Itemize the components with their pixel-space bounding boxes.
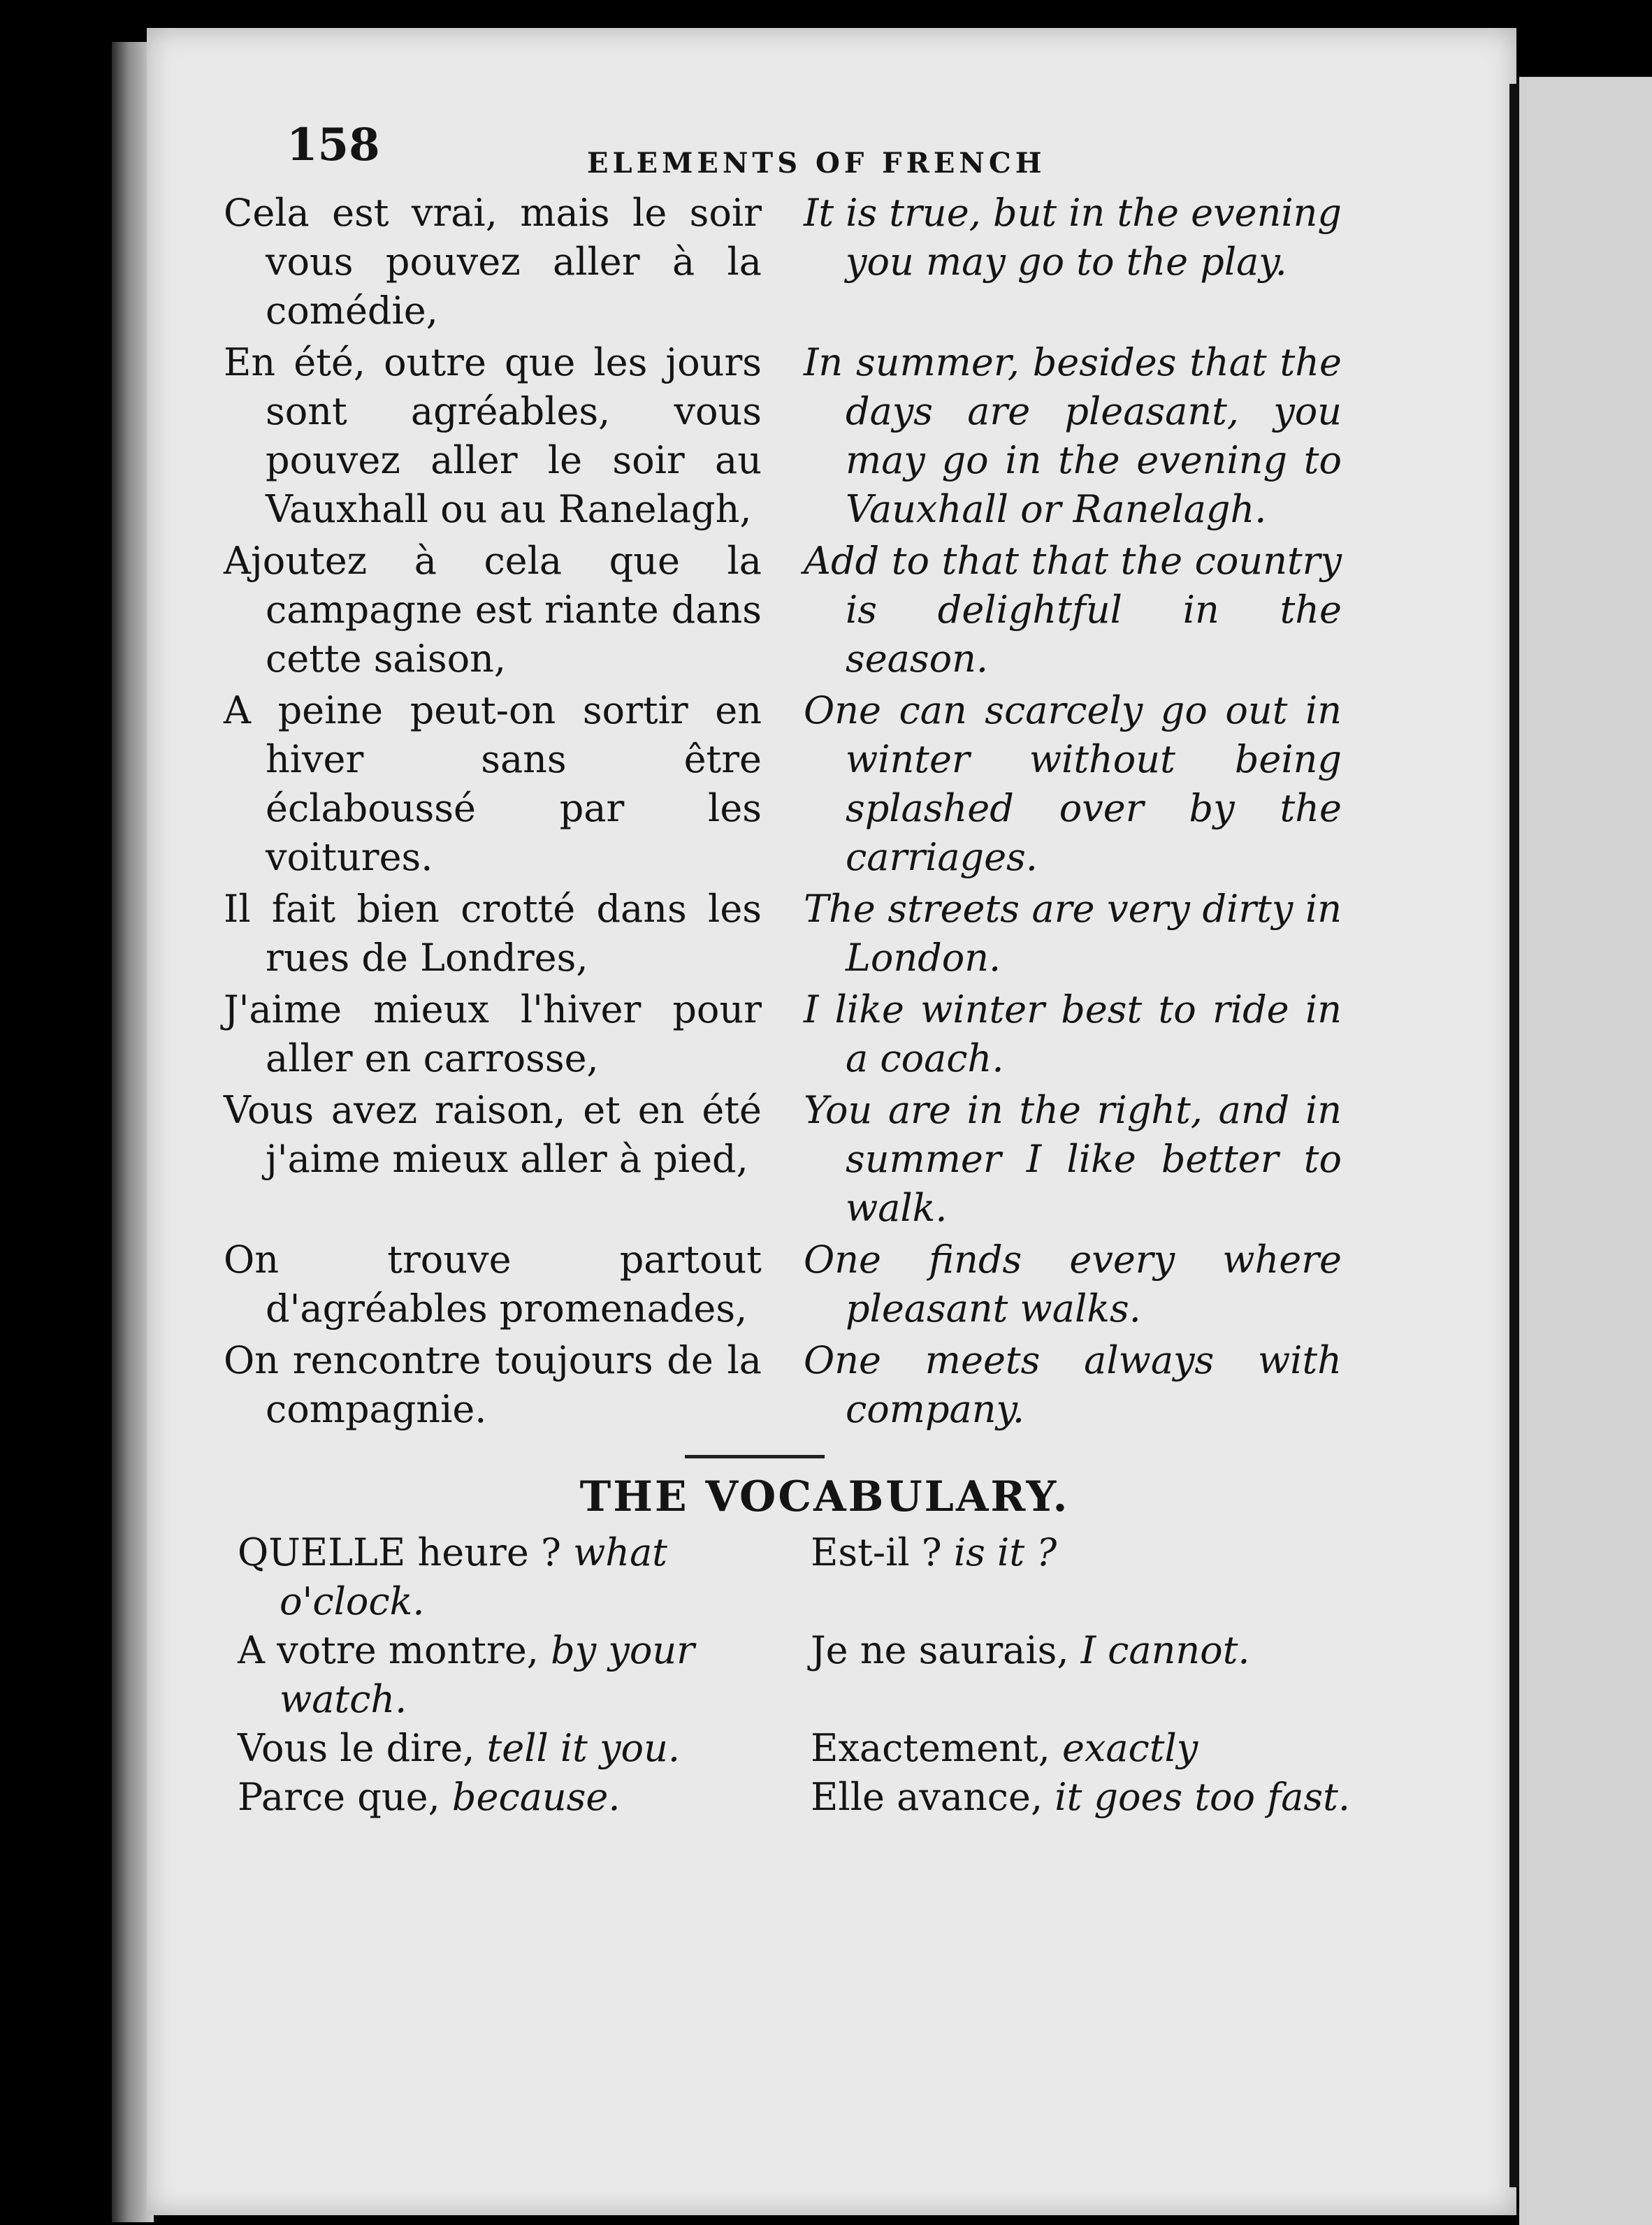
vocabulary-item xyxy=(238,1626,783,1724)
vocab-gloss: is it ? xyxy=(953,1530,1057,1574)
french-text: On trouve partout d'agréables promenades, xyxy=(224,1238,762,1331)
dialogue-row xyxy=(224,885,1342,983)
dialogue-row xyxy=(224,985,1342,1083)
vocabulary-list xyxy=(238,1528,1350,1822)
english-text: I like winter best to ride in a coach. xyxy=(804,987,1342,1080)
dialogue-row xyxy=(224,1235,1342,1333)
vocab-term: Exactement, xyxy=(811,1726,1050,1770)
vocab-term: Est-il ? xyxy=(811,1530,942,1574)
dialogue-row xyxy=(224,338,1342,534)
vocab-term: Je ne saurais, xyxy=(811,1628,1069,1672)
vocab-gloss: by your watch. xyxy=(280,1628,695,1721)
french-text: Ajoutez à cela que la campagne est riante dans cette saison, xyxy=(224,539,762,681)
dialogue-row xyxy=(224,1086,1342,1233)
vocab-term: Elle avance, xyxy=(811,1775,1043,1819)
dialogue-row xyxy=(224,1336,1342,1434)
english-text: One meets always with company. xyxy=(804,1338,1342,1431)
page-header xyxy=(224,112,1342,189)
next-page-edge xyxy=(1519,77,1652,2225)
english-text: In summer, besides that the days are pleasant, you may go in the evening to Vauxhall or Ranelagh. xyxy=(804,340,1342,531)
dialogue-row xyxy=(224,189,1342,335)
vocab-gloss: what o'clock. xyxy=(280,1530,667,1623)
english-text: One finds every where pleasant walks. xyxy=(804,1238,1342,1331)
vocab-gloss: tell it you. xyxy=(486,1726,681,1770)
vocabulary-item xyxy=(238,1528,783,1626)
page-number: 158 xyxy=(287,119,380,171)
page-content xyxy=(224,112,1350,1822)
vocabulary-item xyxy=(811,1773,1356,1822)
vocabulary-title: THE VOCABULARY. xyxy=(579,1472,1070,1521)
vocab-term: QUELLE heure ? xyxy=(238,1530,561,1574)
vocabulary-item xyxy=(811,1626,1356,1724)
english-text: The streets are very dirty in London. xyxy=(804,887,1342,980)
vocab-term: Vous le dire, xyxy=(238,1726,475,1770)
french-text: Cela est vrai, mais le soir vous pouvez aller à la comédie, xyxy=(224,191,762,333)
vocab-term: Parce que, xyxy=(238,1775,440,1819)
vocab-gloss: because. xyxy=(451,1775,621,1819)
english-text: You are in the right, and in summer I like better to walk. xyxy=(804,1088,1342,1230)
english-text: One can scarcely go out in winter without being splashed over by the carriages. xyxy=(804,688,1342,879)
vocab-gloss: it goes too fast. xyxy=(1055,1775,1350,1819)
french-text: J'aime mieux l'hiver pour aller en carrosse, xyxy=(224,987,762,1080)
french-text: On rencontre toujours de la compagnie. xyxy=(224,1338,762,1431)
french-text: Vous avez raison, et en été j'aime mieux aller à pied, xyxy=(224,1088,762,1181)
vocabulary-item xyxy=(811,1528,1356,1626)
vocabulary-item xyxy=(238,1773,783,1822)
vocabulary-item xyxy=(811,1724,1356,1773)
running-head: ELEMENTS OF FRENCH xyxy=(587,147,1046,180)
french-text: A peine peut-on sortir en hiver sans être éclaboussé par les voitures. xyxy=(224,688,762,879)
section-divider xyxy=(685,1455,825,1458)
spine-line xyxy=(1509,84,1519,2187)
english-text: Add to that that the country is delightful in the season. xyxy=(804,539,1342,681)
vocabulary-item xyxy=(238,1724,783,1773)
vocab-term: A votre montre, xyxy=(238,1628,539,1672)
dialogue-row xyxy=(224,537,1342,683)
dialogue-row xyxy=(224,686,1342,882)
vocab-gloss: I cannot. xyxy=(1080,1628,1250,1672)
english-text: It is true, but in the evening you may go to the play. xyxy=(804,191,1342,284)
french-text: En été, outre que les jours sont agréables, vous pouvez aller le soir au Vauxhall ou au Ranelagh, xyxy=(224,340,762,531)
dialogue-section xyxy=(224,189,1342,1434)
vocab-gloss: exactly xyxy=(1062,1726,1198,1770)
french-text: Il fait bien crotté dans les rues de Londres, xyxy=(224,887,762,980)
